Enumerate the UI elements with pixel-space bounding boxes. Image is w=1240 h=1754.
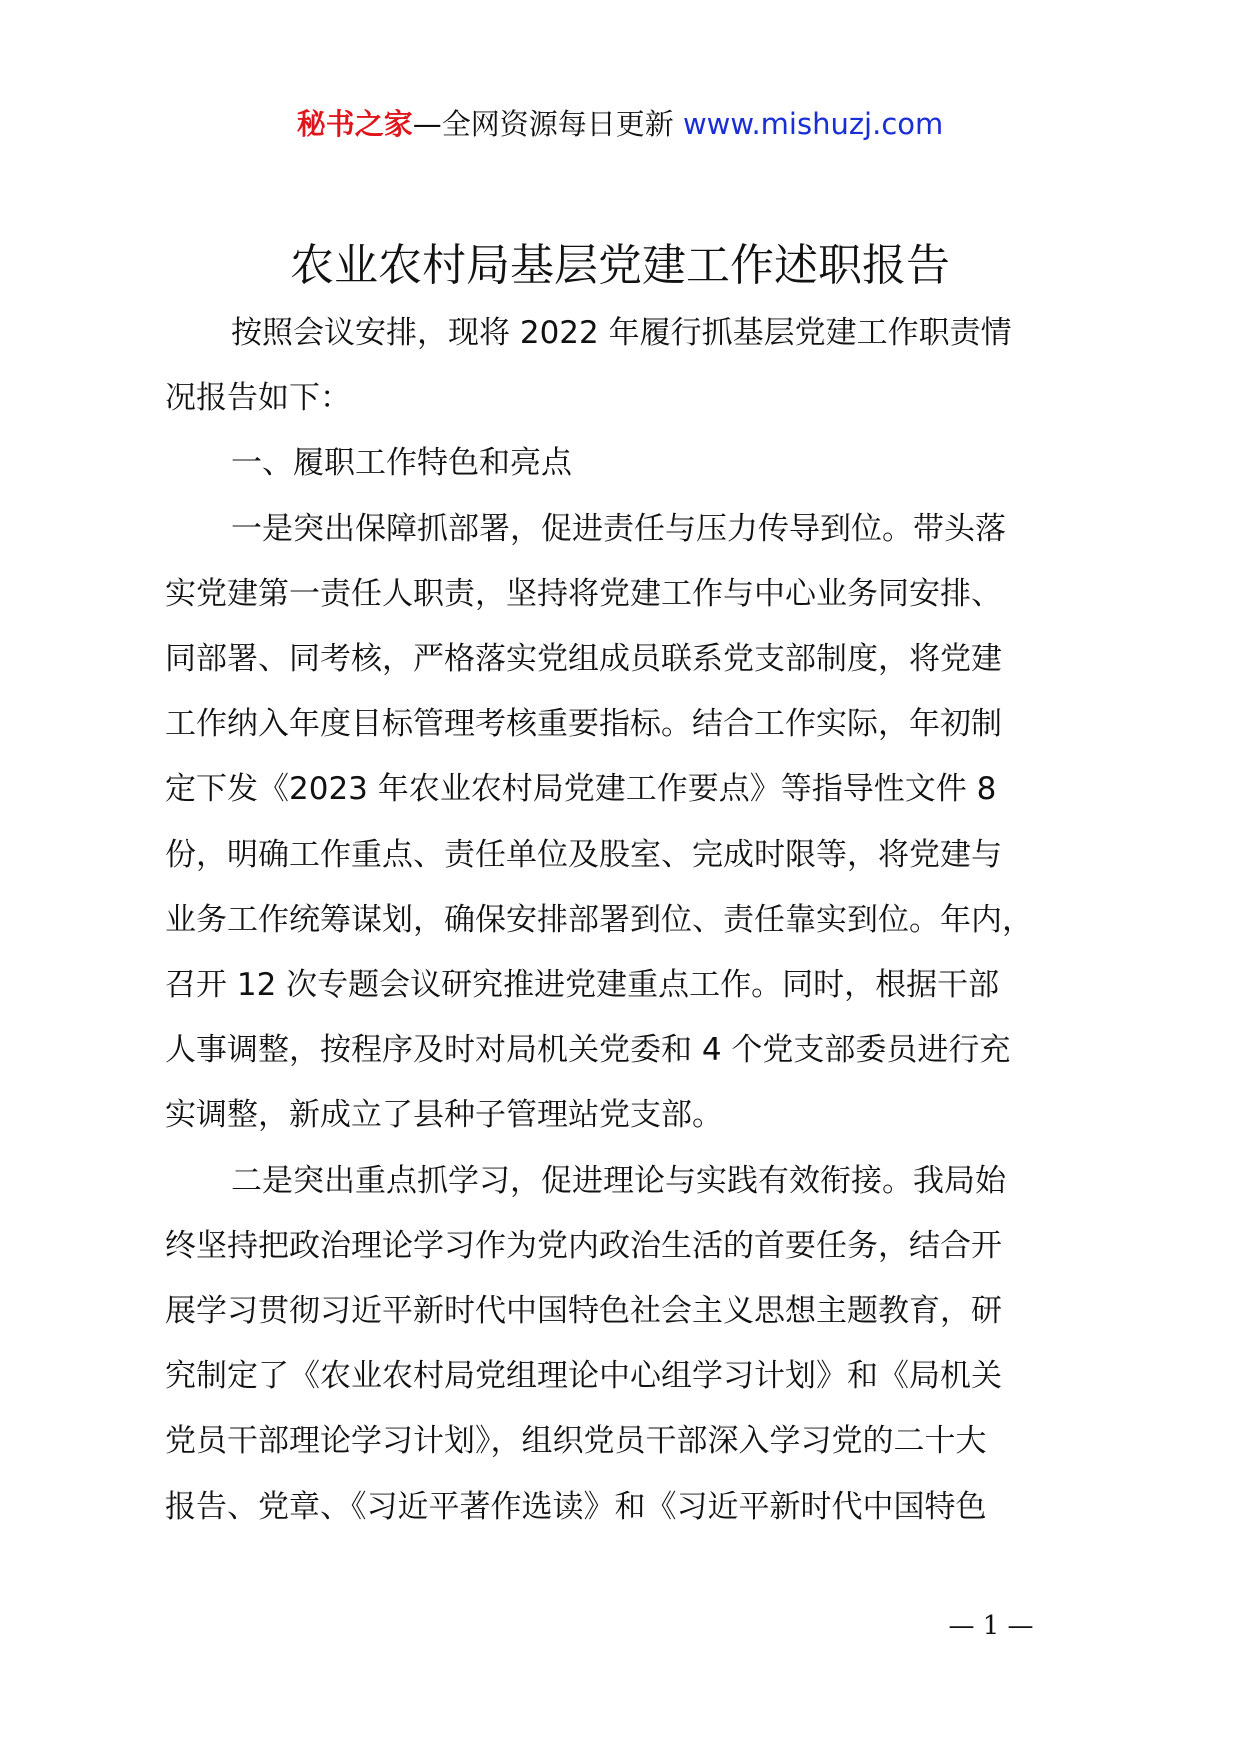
text-line: 业务工作统筹谋划，确保安排部署到位、责任靠实到位。年内， bbox=[165, 901, 1033, 938]
text-line: 按照会议安排，现将 2022 年履行抓基层党建工作职责情 bbox=[231, 315, 1012, 351]
text-line: 报告、党章、《习近平著作选读》和《习近平新时代中国特色 bbox=[165, 1488, 987, 1525]
text-line: 党员干部理论学习计划》，组织党员干部深入学习党的二十大 bbox=[165, 1423, 987, 1460]
paragraph-second-point bbox=[165, 1149, 1095, 1540]
text-line: 一是突出保障抓部署，促进责任与压力传导到位。带头落 bbox=[231, 510, 1006, 547]
document-title: 农业农村局基层党建工作述职报告 bbox=[290, 240, 950, 291]
text-line: 份，明确工作重点、责任单位及股室、完成时限等，将党建与 bbox=[165, 836, 1002, 873]
site-url-link[interactable]: www.mishuzj.com bbox=[682, 107, 944, 141]
paragraph-intro bbox=[165, 301, 1095, 431]
text-line: 实调整，新成立了县种子管理站党支部。 bbox=[165, 1097, 723, 1134]
paragraph-first-point bbox=[165, 497, 1095, 1149]
brand-name: 秘书之家 bbox=[296, 107, 413, 141]
page-number: — 1 — bbox=[948, 1611, 1034, 1641]
text-line: 一、履职工作特色和亮点 bbox=[231, 445, 572, 482]
text-line: 况报告如下： bbox=[165, 380, 351, 417]
text-line: 召开 12 次专题会议研究推进党建重点工作。同时，根据干部 bbox=[165, 967, 1000, 1004]
text-line: 实党建第一责任人职责，坚持将党建工作与中心业务同安排、 bbox=[165, 575, 1002, 612]
header-slogan: —全网资源每日更新 bbox=[412, 107, 674, 141]
document-body bbox=[165, 301, 1095, 1540]
text-line: 二是突出重点抓学习，促进理论与实践有效衔接。我局始 bbox=[231, 1162, 1006, 1199]
text-line: 终坚持把政治理论学习作为党内政治生活的首要任务，结合开 bbox=[165, 1227, 1002, 1264]
text-line: 工作纳入年度目标管理考核重要指标。结合工作实际，年初制 bbox=[165, 706, 1002, 743]
text-line: 定下发《2023 年农业农村局党建工作要点》等指导性文件 8 bbox=[165, 771, 997, 808]
text-line: 究制定了《农业农村局党组理论中心组学习计划》和《局机关 bbox=[165, 1358, 1002, 1395]
section-heading bbox=[165, 431, 1095, 496]
text-line: 展学习贯彻习近平新时代中国特色社会主义思想主题教育，研 bbox=[165, 1293, 1002, 1330]
text-line: 人事调整，按程序及时对局机关党委和 4 个党支部委员进行充 bbox=[165, 1032, 1011, 1069]
text-line: 同部署、同考核，严格落实党组成员联系党支部制度，将党建 bbox=[165, 641, 1002, 678]
site-header bbox=[0, 104, 1240, 144]
